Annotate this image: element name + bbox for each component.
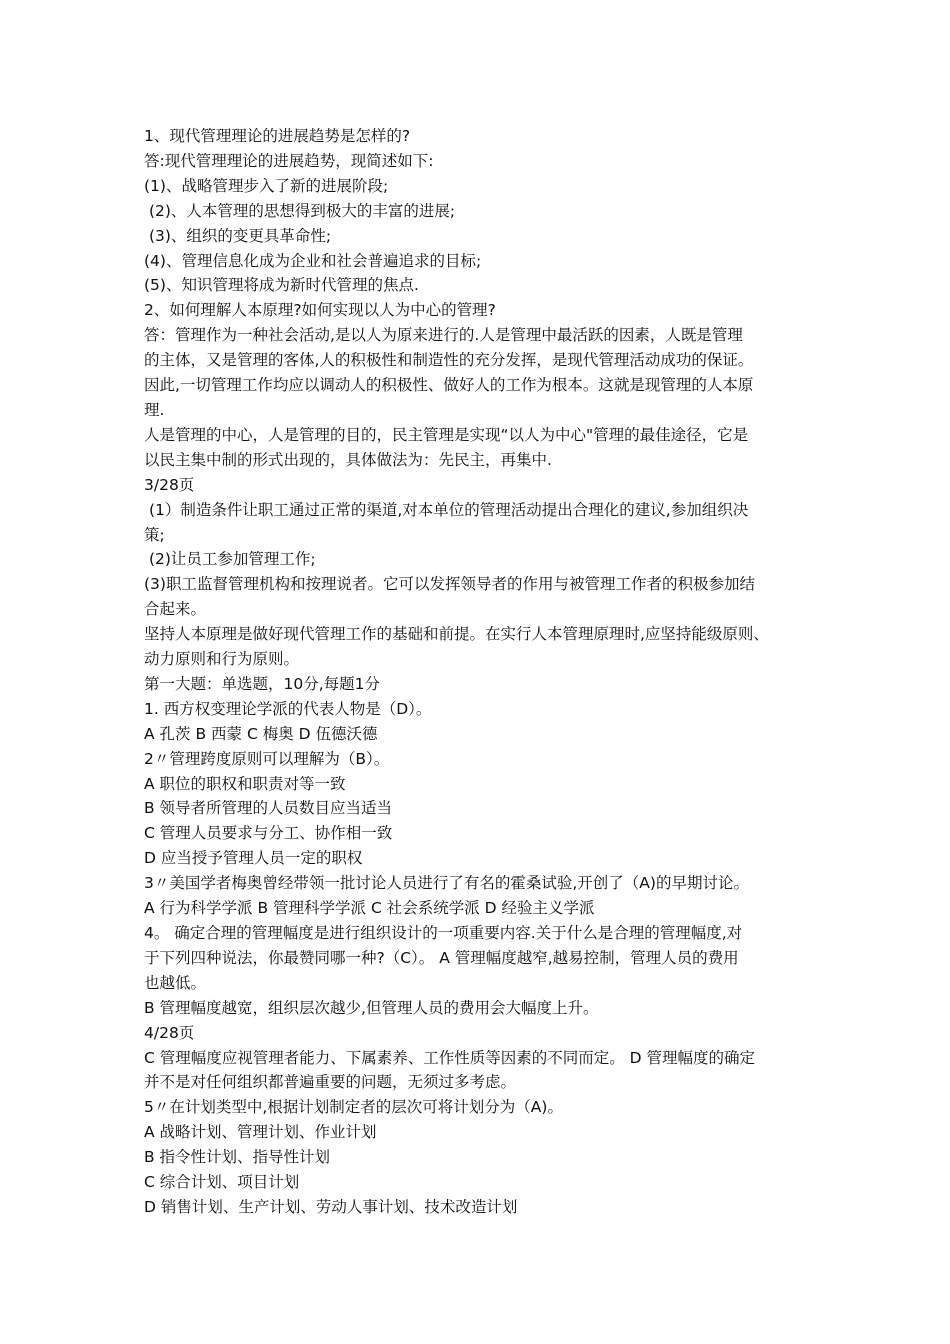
- text-line: C 综合计划、项目计划: [144, 1173, 300, 1192]
- text-line: A 行为科学学派 B 管理科学学派 C 社会系统学派 D 经验主义学派: [144, 899, 595, 918]
- text-line: 策;: [144, 525, 165, 544]
- text-line: (1)、战略管理步入了新的进展阶段;: [144, 176, 389, 195]
- text-line: D 应当授予管理人员一定的职权: [144, 849, 363, 868]
- text-line: B 管理幅度越宽，组织层次越少,但管理人员的费用会大幅度上升。: [144, 998, 599, 1017]
- text-line: (2)让员工参加管理工作;: [144, 550, 316, 569]
- text-line: C 管理人员要求与分工、协作相一致: [144, 824, 393, 843]
- text-line: 的主体，又是管理的客体,人的积极性和制造性的充分发挥，是现代管理活动成功的保证。: [144, 351, 754, 370]
- text-line: A 职位的职权和职责对等一致: [144, 774, 346, 793]
- document-body: [144, 124, 814, 1220]
- text-line: B 领导者所管理的人员数目应当适当: [144, 799, 393, 818]
- text-line: 也越低。: [144, 973, 207, 992]
- text-line: C 管理幅度应视管理者能力、下属素养、工作性质等因素的不同而定。 D 管理幅度的确定: [144, 1048, 756, 1067]
- text-line: 第一大题：单选题，10分,每题1分: [144, 674, 381, 693]
- text-line: 2〃管理跨度原则可以理解为（B）。: [144, 749, 390, 768]
- text-line: (1）制造条件让职工通过正常的渠道,对本单位的管理活动提出合理化的建议,参加组织决: [144, 500, 749, 519]
- text-line: D 销售计划、生产计划、劳动人事计划、技术改造计划: [144, 1197, 518, 1216]
- text-line: 2、如何理解人本原理?如何实现以人为中心的管理?: [144, 301, 496, 320]
- text-line: 人是管理的中心，人是管理的目的，民主管理是实现“以人为中心"管理的最佳途径，它是: [144, 425, 749, 444]
- text-line: (3)职工监督管理机构和按理说者。它可以发挥领导者的作用与被管理工作者的积极参加结: [144, 575, 755, 594]
- text-line: (3)、组织的变更具革命性;: [144, 226, 332, 245]
- text-line: 4。 确定合理的管理幅度是进行组织设计的一项重要内容.关于什么是合理的管理幅度,对: [144, 924, 743, 942]
- text-line: 坚持人本原理是做好现代管理工作的基础和前提。在实行人本管理原理时,应坚持能级原则、: [144, 625, 769, 644]
- text-line: 动力原则和行为原则。: [144, 650, 300, 669]
- text-line: 3/28页: [144, 475, 195, 494]
- text-line: 以民主集中制的形式出现的，具体做法为：先民主，再集中.: [144, 450, 552, 469]
- text-line: 答：管理作为一种社会活动,是以人为原来进行的.人是管理中最活跃的因素，人既是管理: [144, 326, 743, 345]
- text-line: (5)、知识管理将成为新时代管理的焦点.: [144, 276, 419, 295]
- text-line: 理.: [144, 400, 165, 419]
- text-line: 3〃美国学者梅奥曾经带领一批讨论人员进行了有名的霍桑试验,开创了（A)的早期讨论。: [144, 874, 749, 893]
- text-line: (2)、人本管理的思想得到极大的丰富的进展;: [144, 201, 456, 220]
- text-line: 于下列四种说法，你最赞同哪一种?（C）。 A 管理幅度越窄,越易控制，管理人员的费用: [144, 948, 739, 967]
- text-line: 4/28页: [144, 1023, 195, 1042]
- text-line: 因此,一切管理工作均应以调动人的积极性、做好人的工作为根本。这就是现管理的人本原: [144, 376, 754, 395]
- text-line: A 孔茨 B 西蒙 C 梅奥 D 伍德沃德: [144, 724, 378, 743]
- text-line: 答:现代管理理论的进展趋势，现简述如下:: [144, 151, 434, 170]
- text-line: 并不是对任何组织都普遍重要的问题，无须过多考虑。: [144, 1073, 517, 1092]
- text-line: 1. 西方权变理论学派的代表人物是（D）。: [144, 699, 432, 718]
- text-line: 1、现代管理理论的进展趋势是怎样的?: [144, 127, 411, 145]
- text-line: A 战略计划、管理计划、作业计划: [144, 1123, 377, 1142]
- text-line: 合起来。: [144, 600, 207, 619]
- text-line: (4)、管理信息化成为企业和社会普遍追求的目标;: [144, 251, 482, 270]
- text-line: 5〃在计划类型中,根据计划制定者的层次可将计划分为（A)。: [144, 1098, 563, 1117]
- text-line: B 指令性计划、指导性计划: [144, 1148, 331, 1167]
